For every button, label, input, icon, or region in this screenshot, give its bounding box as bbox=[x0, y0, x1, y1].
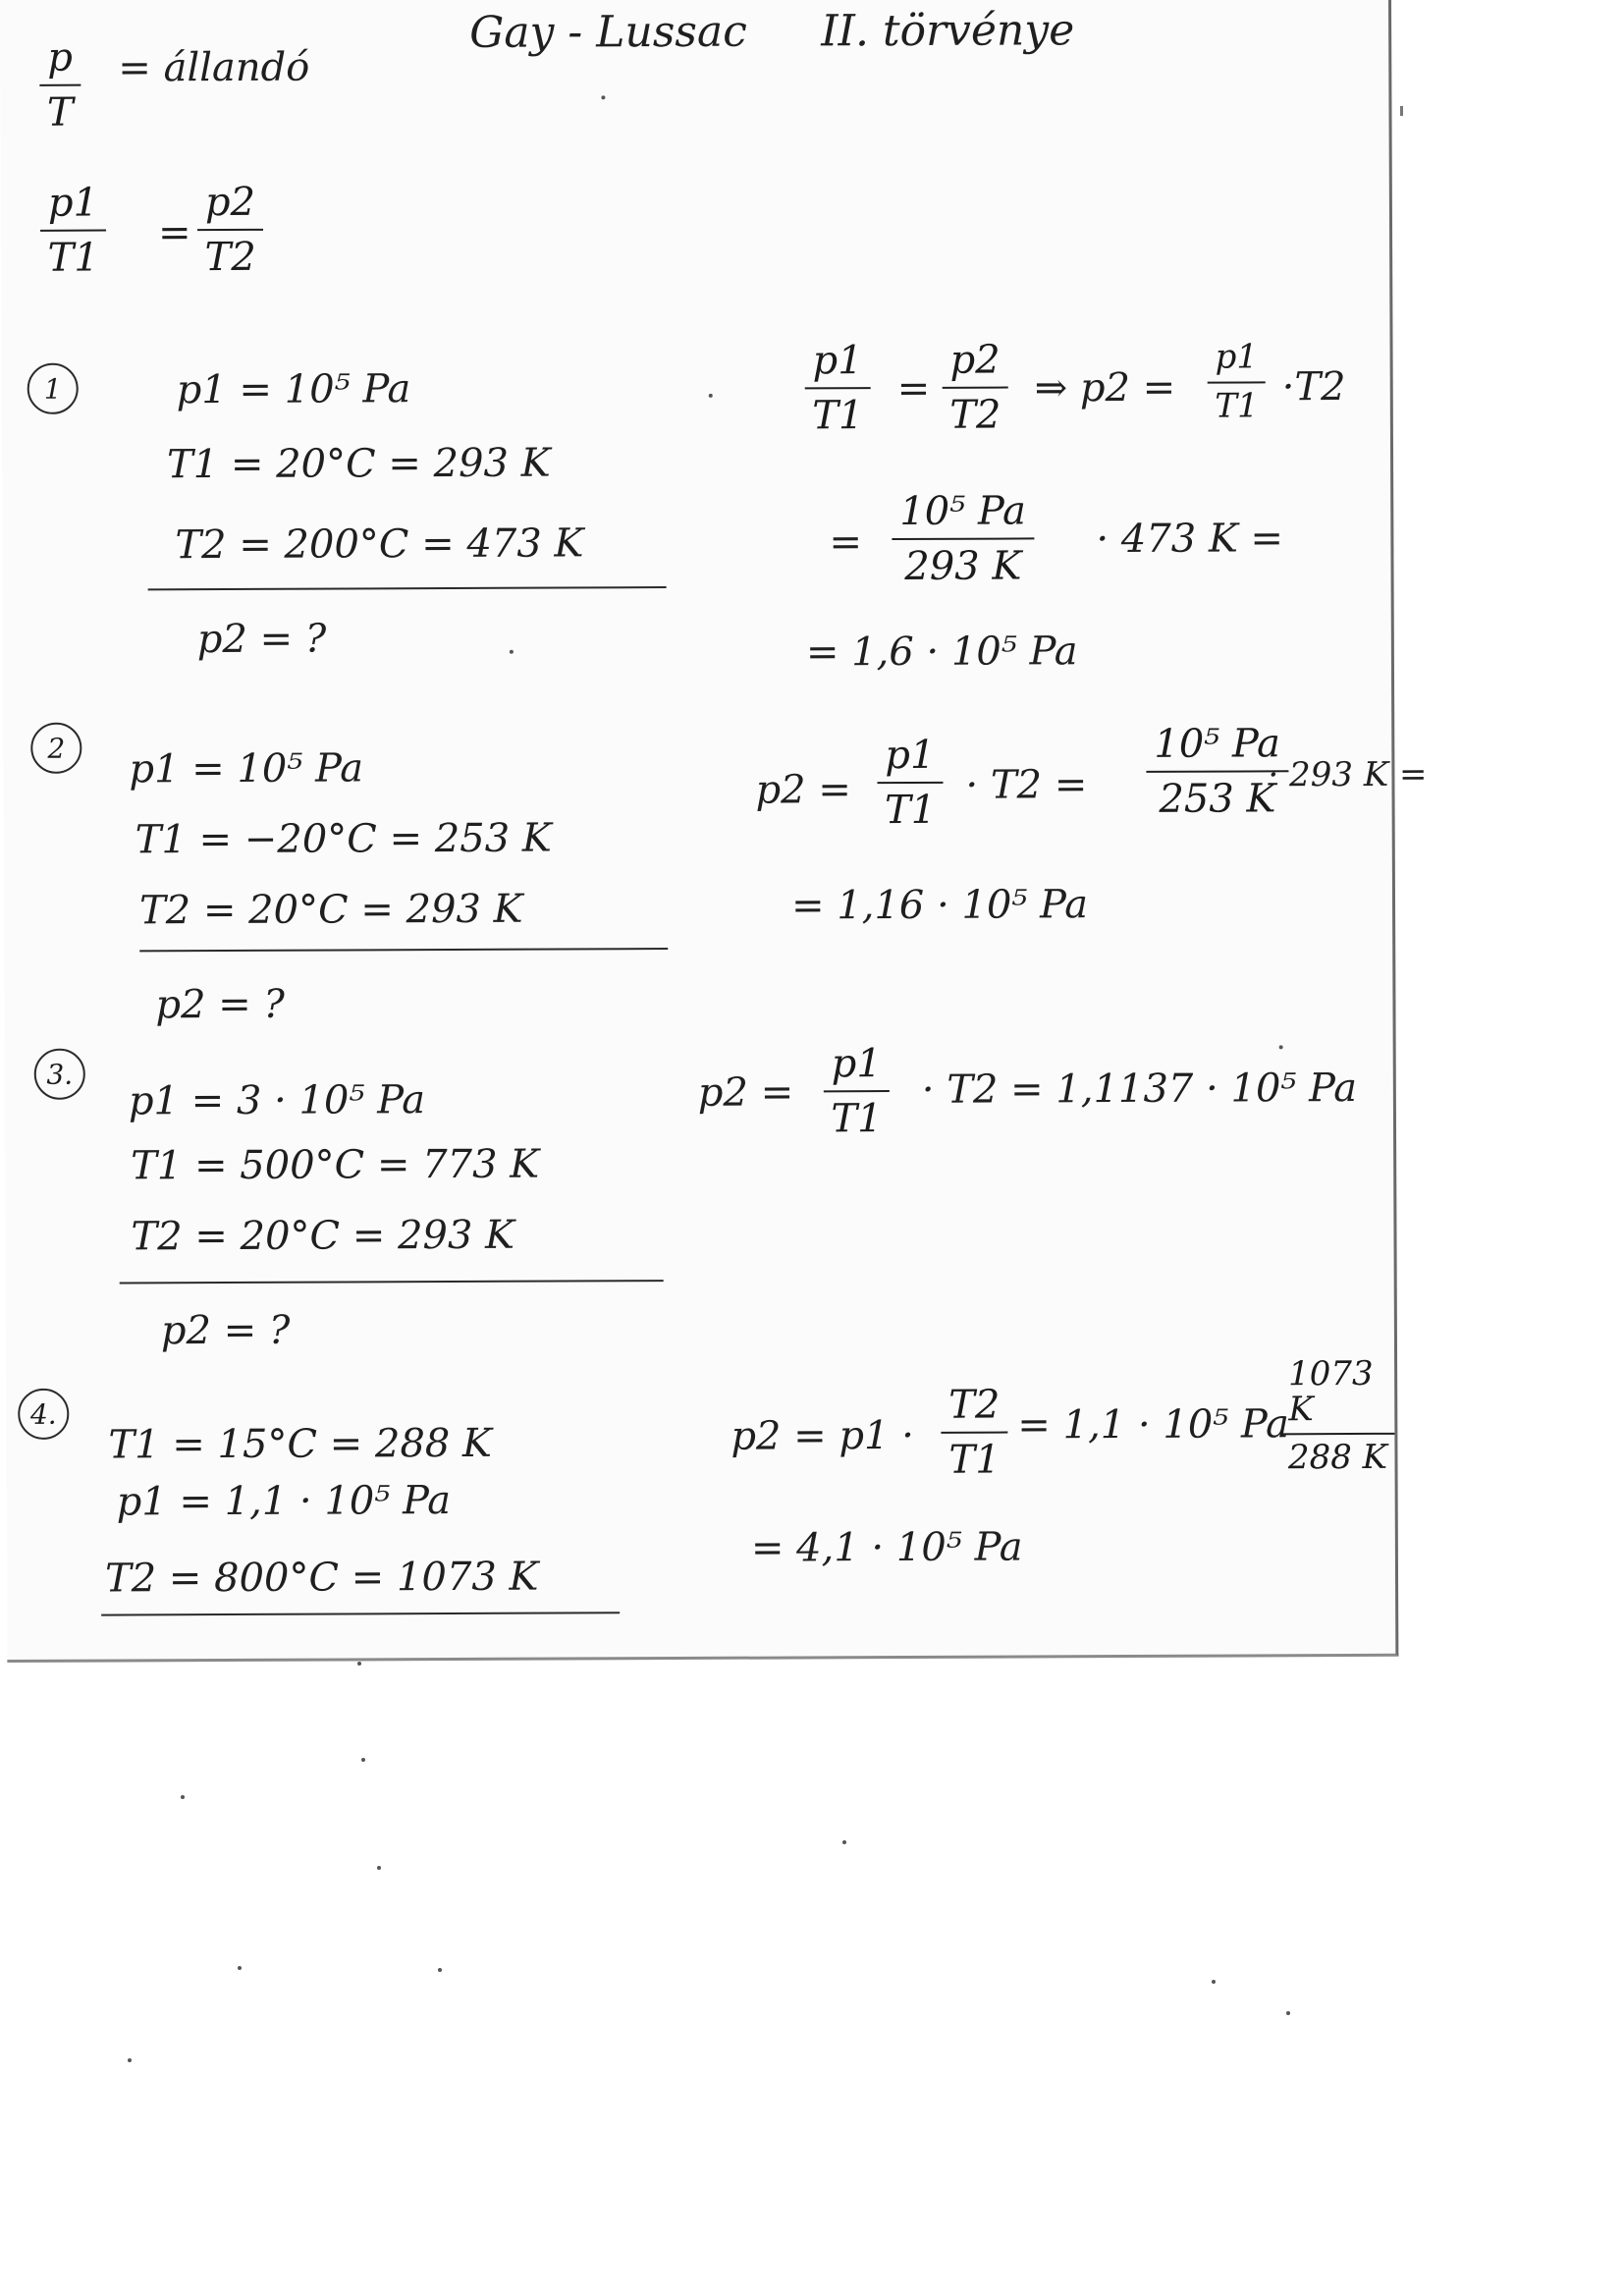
p4-sol-frac-a bbox=[941, 1382, 1008, 1483]
p1-sol-frac-c-den: T1 bbox=[1215, 386, 1259, 426]
problem-1-number: 1 bbox=[27, 363, 79, 414]
p3-sol-lhs: p2 = bbox=[697, 1069, 794, 1116]
scan-speck bbox=[1212, 1980, 1216, 1984]
law-eq-num2: p2 bbox=[197, 182, 263, 231]
problem-3-given-3: T2 = 20°C = 293 K bbox=[131, 1212, 515, 1260]
law-eq-den1: T1 bbox=[47, 235, 99, 281]
p1-sol-frac-b bbox=[943, 337, 1008, 438]
problem-3-number: 3. bbox=[34, 1049, 85, 1100]
problem-4-number: 4. bbox=[18, 1389, 69, 1440]
problem-2-number: 2 bbox=[30, 723, 81, 774]
problem-1-result: = 1,6 · 10⁵ Pa bbox=[805, 629, 1078, 676]
p4-sol-mid: = 1,1 · 10⁵ Pa bbox=[1017, 1401, 1290, 1449]
p1-sol-frac-a bbox=[805, 338, 871, 439]
scan-speck bbox=[361, 1758, 365, 1762]
problem-2-rule bbox=[139, 948, 668, 952]
scan-speck bbox=[510, 650, 514, 654]
law-rest: = állandó bbox=[118, 44, 310, 91]
p1-sol-eq: = bbox=[896, 365, 931, 412]
problem-2-given-3: T2 = 20°C = 293 K bbox=[138, 886, 523, 934]
page-title: Gay - Lussac bbox=[469, 6, 747, 58]
p3-sol-frac bbox=[824, 1041, 890, 1142]
scan-speck bbox=[438, 1968, 442, 1972]
law-num: p bbox=[39, 37, 81, 86]
p4-sol-frac-b-num: 1073 K bbox=[1280, 1357, 1394, 1436]
page-subtitle: II. törvénye bbox=[821, 5, 1075, 57]
p3-sol-frac-num: p1 bbox=[824, 1043, 890, 1092]
p1-sol-frac-a-den: T1 bbox=[812, 393, 864, 439]
p4-sol-frac-a-den: T1 bbox=[948, 1437, 1001, 1483]
p4-sol-lhs: p2 = p1 · bbox=[731, 1412, 914, 1459]
p1-sol-frac-a-num: p1 bbox=[805, 340, 871, 389]
p2-sol-lhs: p2 = bbox=[755, 767, 851, 813]
scan-speck bbox=[601, 95, 605, 99]
p1-sol-implies: ⇒ p2 = bbox=[1034, 364, 1176, 411]
p1-sol2-mult: · 473 K = bbox=[1096, 516, 1284, 563]
law-eq-sign: = bbox=[157, 210, 191, 256]
p4-sol-frac-a-num: T2 bbox=[941, 1385, 1007, 1434]
law-eq-num1: p1 bbox=[40, 183, 106, 232]
p1-sol-frac-b-den: T2 bbox=[949, 392, 1001, 438]
scan-speck bbox=[238, 1966, 242, 1970]
p2-sol-frac-b-den: 253 K bbox=[1159, 776, 1276, 822]
problem-4-result: = 4,1 · 10⁵ Pa bbox=[750, 1524, 1023, 1571]
problem-1-rule bbox=[148, 586, 667, 590]
scan-speck bbox=[377, 1866, 381, 1870]
problem-4-rule bbox=[101, 1612, 620, 1615]
problem-3-rule bbox=[120, 1280, 664, 1284]
p1-sol2-frac bbox=[892, 490, 1034, 587]
p1-sol-frac-c-num: p1 bbox=[1208, 340, 1267, 383]
problem-4-given-3: T2 = 800°C = 1073 K bbox=[104, 1554, 539, 1602]
law-eq-den2: T2 bbox=[204, 234, 256, 281]
problem-3-given-1: p1 = 3 · 10⁵ Pa bbox=[128, 1077, 426, 1124]
problem-3-unknown: p2 = ? bbox=[160, 1307, 291, 1354]
problem-1-given-2: T1 = 20°C = 293 K bbox=[166, 440, 551, 488]
problem-4-given-2: p1 = 1,1 · 10⁵ Pa bbox=[116, 1478, 452, 1525]
law-eq-frac2 bbox=[197, 179, 263, 281]
problem-3-given-2: T1 = 500°C = 773 K bbox=[131, 1141, 540, 1189]
problem-1-unknown: p2 = ? bbox=[196, 616, 327, 663]
p2-sol-frac-a-den: T1 bbox=[884, 787, 937, 834]
problem-1-given-3: T2 = 200°C = 473 K bbox=[175, 520, 584, 569]
p1-sol2-frac-num: 10⁵ Pa bbox=[892, 490, 1034, 540]
problem-2-given-1: p1 = 10⁵ Pa bbox=[129, 745, 364, 793]
p4-sol-frac-b-den: 288 K bbox=[1287, 1438, 1388, 1478]
problem-2-result: = 1,16 · 10⁵ Pa bbox=[790, 882, 1089, 929]
scan-speck bbox=[1279, 1045, 1283, 1049]
p1-sol2-frac-den: 293 K bbox=[904, 543, 1022, 589]
p1-sol2-eq: = bbox=[829, 519, 863, 566]
law-eq-frac1 bbox=[40, 180, 106, 281]
problem-4-given-1: T1 = 15°C = 288 K bbox=[108, 1420, 492, 1468]
problem-2-unknown: p2 = ? bbox=[155, 981, 286, 1028]
p3-sol-frac-den: T1 bbox=[831, 1096, 883, 1142]
p2-sol-t2: · T2 = bbox=[965, 762, 1088, 808]
p1-sol-t2: ·T2 bbox=[1281, 364, 1346, 410]
scan-speck bbox=[128, 2058, 132, 2062]
p4-sol-frac-b bbox=[1280, 1353, 1395, 1478]
scan-speck bbox=[181, 1795, 185, 1799]
p1-sol-frac-b-num: p2 bbox=[943, 340, 1008, 389]
law-fraction bbox=[39, 34, 81, 136]
law-den: T bbox=[46, 89, 74, 136]
scan-speck bbox=[709, 394, 713, 398]
p1-sol-frac-c bbox=[1208, 337, 1267, 426]
scan-speck bbox=[842, 1840, 846, 1844]
scan-speck bbox=[357, 1662, 361, 1666]
scan-mark bbox=[1400, 106, 1403, 116]
p2-sol-frac-a bbox=[877, 732, 943, 834]
p2-sol-frac-a-num: p1 bbox=[877, 735, 943, 784]
problem-1-given-1: p1 = 10⁵ Pa bbox=[176, 366, 411, 413]
p2-sol-frac-b-num: 10⁵ Pa bbox=[1146, 723, 1288, 773]
p2-sol-mult: · 293 K = bbox=[1268, 754, 1428, 795]
p3-sol-result: · T2 = 1,1137 · 10⁵ Pa bbox=[921, 1065, 1358, 1113]
problem-2-given-2: T1 = −20°C = 253 K bbox=[135, 815, 552, 863]
scan-speck bbox=[1286, 2011, 1290, 2015]
